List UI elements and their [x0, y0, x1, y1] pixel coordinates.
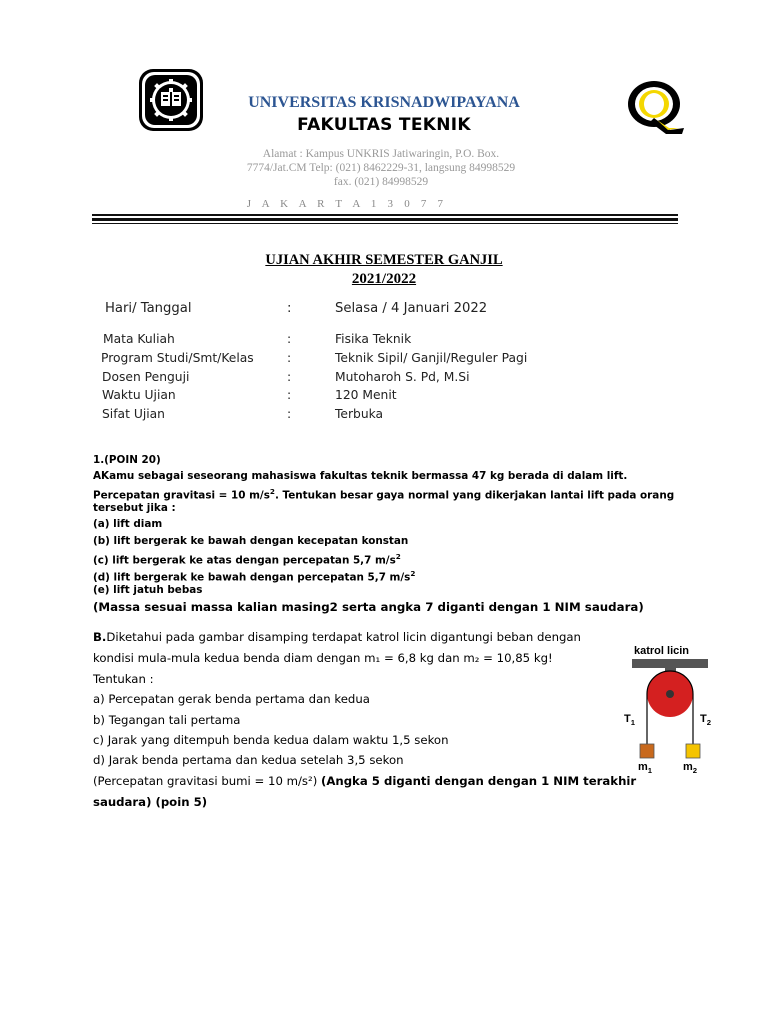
info-value-course: Fisika Teknik	[335, 332, 412, 346]
mass-2-letter: m	[683, 761, 693, 773]
tension-2-letter: T	[700, 713, 707, 725]
tension-2-label	[700, 713, 711, 727]
q1-line-3: tersebut jika :	[93, 502, 176, 514]
address-line-3: fax. (021) 84998529	[333, 176, 429, 188]
q1-option-d-text: (d) lift bergerak ke bawah dengan percepatan 5,7 m/s	[93, 571, 411, 584]
pulley-diagram	[614, 640, 714, 780]
qb-line-8	[93, 774, 636, 788]
q1-line-2	[93, 485, 674, 502]
q1-line-2-end: . Tentukan besar gaya normal yang dikerjakan lantai lift pada orang	[274, 489, 675, 502]
q1-line-1: AKamu sebagai seseorang mahasiswa fakultas teknik bermassa 47 kg berada di dalam lift.	[93, 470, 628, 482]
q1-note: (Massa sesuai massa kalian masing2 serta angka 7 diganti dengan 1 NIM saudara)	[93, 600, 644, 614]
mass-1-sub: 1	[647, 766, 653, 776]
faculty-name: FAKULTAS TEKNIK	[297, 115, 471, 135]
qb-label: B.	[93, 630, 107, 644]
header-divider-top	[92, 214, 678, 216]
q1-option-c	[93, 550, 401, 567]
info-colon-course: :	[287, 332, 292, 346]
info-value-program: Teknik Sipil/ Ganjil/Reguler Pagi	[335, 351, 528, 365]
university-name: UNIVERSITAS KRISNADWIPAYANA	[248, 94, 520, 111]
info-label-date: Hari/ Tanggal	[105, 301, 192, 316]
city-line: J A K A R T A 1 3 0 7 7	[246, 198, 448, 210]
address-line-1: Alamat : Kampus UNKRIS Jatiwaringin, P.O. Box.	[262, 148, 500, 160]
qb-line-8-bold: (Angka 5 diganti dengan dengan 1 NIM terakhir	[320, 774, 637, 788]
q1-option-d	[93, 567, 415, 584]
q1-option-d-sup: 2	[410, 569, 416, 578]
q1-option-b: (b) lift bergerak ke bawah dengan kecepatan konstan	[93, 535, 409, 547]
info-colon-nature: :	[287, 407, 292, 421]
info-colon-date: :	[287, 301, 292, 316]
tension-1-label	[624, 713, 635, 727]
info-value-nature: Terbuka	[335, 407, 384, 421]
info-value-time: 120 Menit	[335, 388, 397, 402]
mass-2-sub: 2	[692, 766, 698, 776]
tension-1-sub: 1	[630, 718, 636, 728]
address-line-2: 7774/Jat.CM Telp: (021) 8462229-31, langsung 84998529	[246, 162, 516, 174]
header-divider-middle	[92, 218, 678, 221]
mass-1-block	[640, 744, 654, 758]
mass-1-letter: m	[638, 761, 648, 773]
exam-year: 2021/2022	[351, 271, 417, 287]
info-label-time: Waktu Ujian	[102, 388, 176, 402]
qb-option-c: c) Jarak yang ditempuh benda kedua dalam waktu 1,5 sekon	[93, 733, 449, 747]
qb-line-8-start: (Percepatan gravitasi bumi = 10 m/s²)	[93, 774, 321, 788]
qb-option-b: b) Tegangan tali pertama	[93, 713, 241, 727]
info-label-nature: Sifat Ujian	[102, 407, 165, 421]
qb-option-a: a) Percepatan gerak benda pertama dan kedua	[93, 692, 370, 706]
mass-1-label	[638, 761, 652, 775]
mass-2-block	[686, 744, 700, 758]
qb-line-2: kondisi mula-mula kedua benda diam dengan m₁ = 6,8 kg dan m₂ = 10,85 kg!	[93, 651, 553, 665]
qb-line-1-text: Diketahui pada gambar disamping terdapat katrol licin digantungi beban dengan	[106, 630, 581, 644]
q1-heading: 1.(POIN 20)	[93, 454, 161, 466]
qb-line-1	[93, 630, 581, 644]
info-colon-program: :	[287, 351, 292, 365]
q1-option-e: (e) lift jatuh bebas	[93, 584, 203, 596]
info-label-program: Program Studi/Smt/Kelas	[101, 351, 254, 365]
exam-title: UJIAN AKHIR SEMESTER GANJIL	[265, 252, 503, 268]
q1-option-c-text: (c) lift bergerak ke atas dengan percepatan 5,7 m/s	[93, 554, 396, 567]
qb-line-3: Tentukan :	[93, 672, 154, 686]
pulley-hub	[666, 690, 674, 698]
qb-option-d: d) Jarak benda pertama dan kedua setelah 3,5 sekon	[93, 753, 404, 767]
q1-line-2-sup: 2	[269, 487, 275, 496]
header-divider-bottom	[92, 223, 678, 224]
info-label-course: Mata Kuliah	[103, 332, 175, 346]
ceiling-support	[632, 659, 708, 668]
info-value-examiner: Mutoharoh S. Pd, M.Si	[335, 370, 470, 384]
q1-line-2-start: Percepatan gravitasi = 10 m/s	[93, 489, 270, 502]
tension-1-letter: T	[624, 713, 631, 725]
info-colon-examiner: :	[287, 370, 292, 384]
q1-option-c-sup: 2	[395, 552, 401, 561]
tension-2-sub: 2	[706, 718, 712, 728]
info-colon-time: :	[287, 388, 292, 402]
qb-line-9: saudara) (poin 5)	[93, 795, 208, 809]
info-value-date: Selasa / 4 Januari 2022	[335, 301, 488, 316]
q1-option-a: (a) lift diam	[93, 518, 163, 530]
info-label-examiner: Dosen Penguji	[102, 370, 190, 384]
diagram-title: katrol licin	[634, 645, 690, 657]
mass-2-label	[683, 761, 697, 775]
